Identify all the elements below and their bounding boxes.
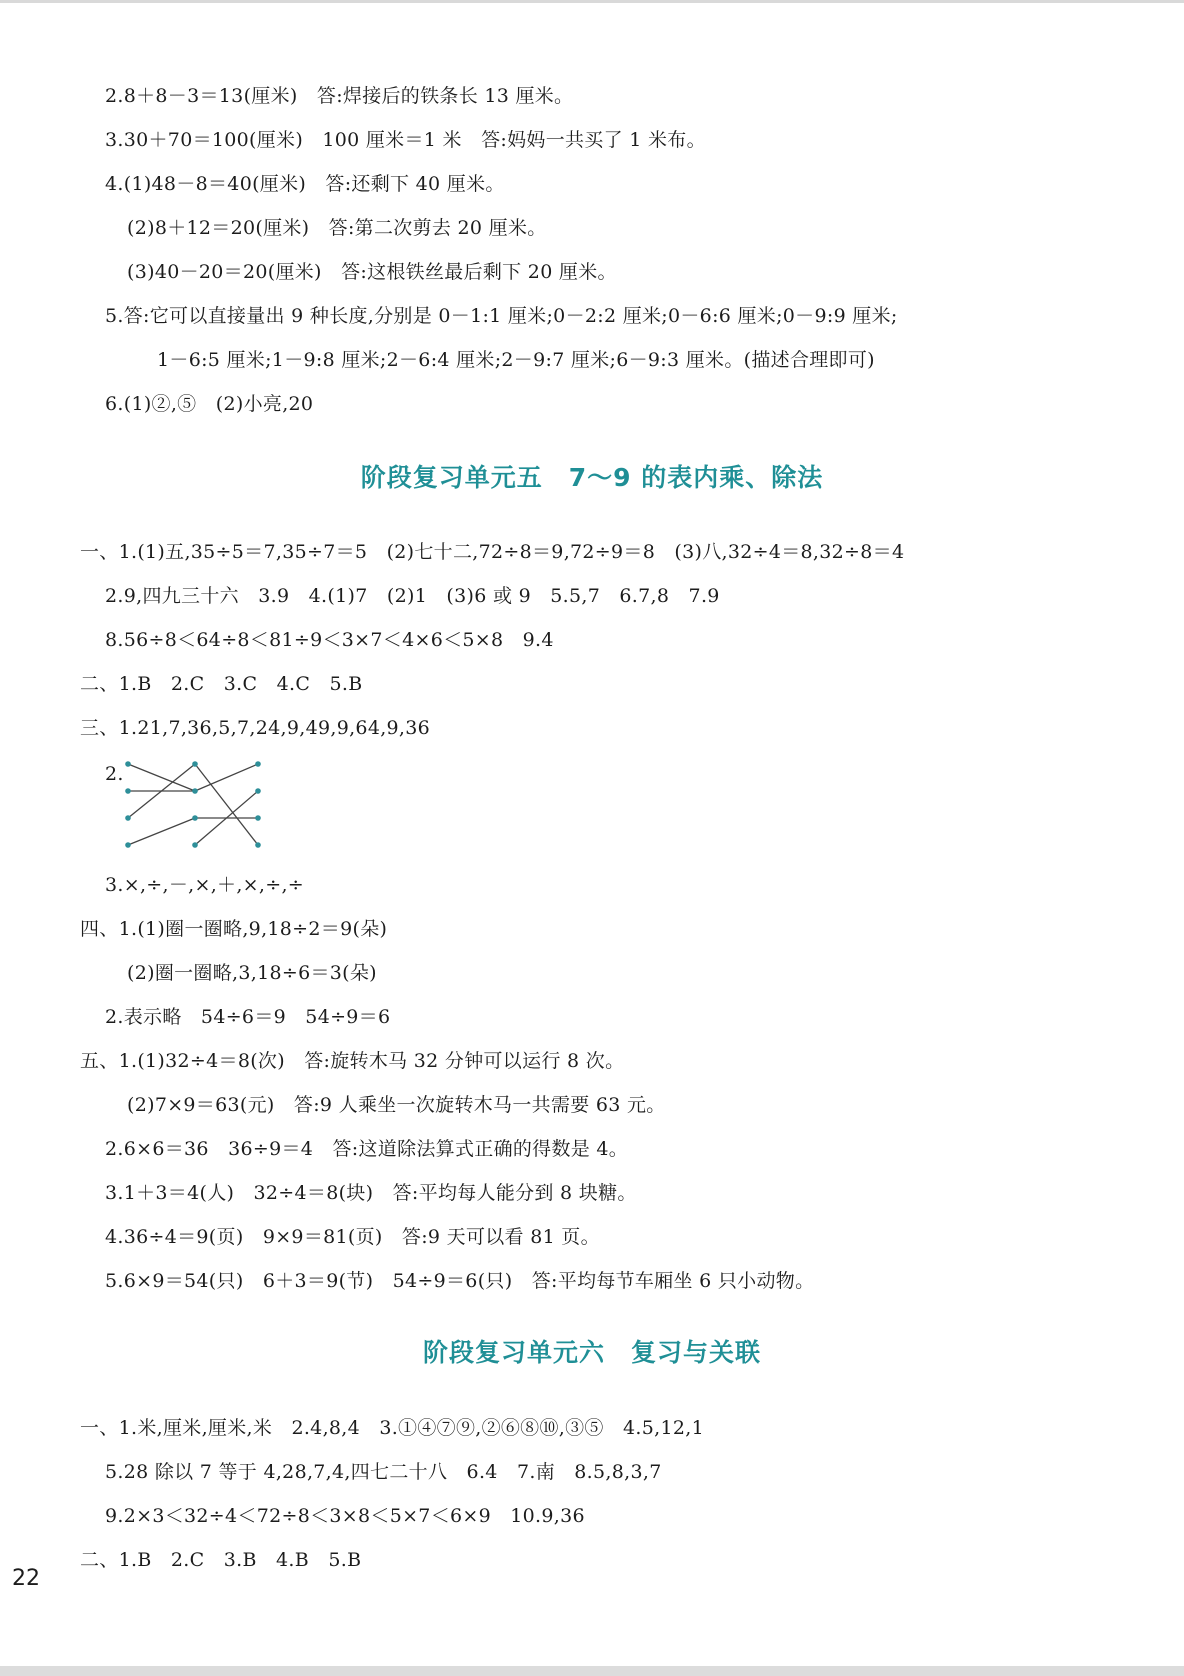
match-dot xyxy=(255,842,261,848)
match-dot xyxy=(192,788,198,794)
answer-line: 3.1＋3＝4(人) 32÷4＝8(块) 答:平均每人能分到 8 块糖。 xyxy=(105,1182,637,1204)
answer-line: 4.36÷4＝9(页) 9×9＝81(页) 答:9 天可以看 81 页。 xyxy=(105,1226,600,1248)
answer-line: 4.(1)48－8＝40(厘米) 答:还剩下 40 厘米。 xyxy=(105,173,505,195)
match-dot xyxy=(255,761,261,767)
match-dot xyxy=(192,815,198,821)
answer-line: 8.56÷8＜64÷8＜81÷9＜3×7＜4×6＜5×8 9.4 xyxy=(105,629,554,651)
matching-lines-diagram xyxy=(105,758,265,856)
match-line xyxy=(128,818,195,845)
section-title-6: 阶段复习单元六 复习与关联 xyxy=(422,1338,761,1367)
match-dot xyxy=(255,788,261,794)
answer-line: (2)7×9＝63(元) 答:9 人乘坐一次旋转木马一共需要 63 元。 xyxy=(127,1094,666,1116)
match-dot xyxy=(125,761,131,767)
match-dot xyxy=(125,842,131,848)
answer-line: (3)40－20＝20(厘米) 答:这根铁丝最后剩下 20 厘米。 xyxy=(127,261,617,283)
answer-line: 2.8＋8－3＝13(厘米) 答:焊接后的铁条长 13 厘米。 xyxy=(105,85,574,107)
match-line xyxy=(195,764,258,791)
answer-line: 5.6×9＝54(只) 6＋3＝9(节) 54÷9＝6(只) 答:平均每节车厢坐 6 只小动物。 xyxy=(105,1270,815,1292)
page-bottom-edge xyxy=(0,1666,1184,1676)
answer-line: 2.9,四九三十六 3.9 4.(1)7 (2)1 (3)6 或 9 5.5,7 6.7,8 7.9 xyxy=(105,585,720,607)
match-line xyxy=(128,764,195,791)
match-dot xyxy=(255,815,261,821)
match-dot xyxy=(125,788,131,794)
answer-line: 9.2×3＜32÷4＜72÷8＜3×8＜5×7＜6×9 10.9,36 xyxy=(105,1505,585,1527)
match-dot xyxy=(192,761,198,767)
answer-line: 四、1.(1)圈一圈略,9,18÷2＝9(朵) xyxy=(80,918,388,940)
match-dot xyxy=(192,842,198,848)
answer-line: 6.(1)②,⑤ (2)小亮,20 xyxy=(105,393,314,415)
answer-line: 5.28 除以 7 等于 4,28,7,4,四七二十八 6.4 7.南 8.5,8,3,7 xyxy=(105,1461,662,1483)
answer-line: 2.6×6＝36 36÷9＝4 答:这道除法算式正确的得数是 4。 xyxy=(105,1138,629,1160)
answer-line: 3.30＋70＝100(厘米) 100 厘米＝1 米 答:妈妈一共买了 1 米布。 xyxy=(105,129,706,151)
answer-line: 二、1.B 2.C 3.B 4.B 5.B xyxy=(80,1549,362,1571)
answer-line: 二、1.B 2.C 3.C 4.C 5.B xyxy=(80,673,363,695)
page-top-edge xyxy=(0,0,1184,3)
diagram-label: 2. xyxy=(105,763,124,785)
answer-line: 2.表示略 54÷6＝9 54÷9＝6 xyxy=(105,1006,391,1028)
answer-line: 三、1.21,7,36,5,7,24,9,49,9,64,9,36 xyxy=(80,717,431,739)
answer-line: (2)圈一圈略,3,18÷6＝3(朵) xyxy=(127,962,377,984)
answer-line: 一、1.(1)五,35÷5＝7,35÷7＝5 (2)七十二,72÷8＝9,72÷9＝8 (3)八,32÷4＝8,32÷8＝4 xyxy=(80,541,905,563)
answer-line: 1－6:5 厘米;1－9:8 厘米;2－6:4 厘米;2－9:7 厘米;6－9:3 厘米。(描述合理即可) xyxy=(157,349,875,371)
section-title-5: 阶段复习单元五 7～9 的表内乘、除法 xyxy=(360,463,824,492)
match-dot xyxy=(125,815,131,821)
answer-line: 五、1.(1)32÷4＝8(次) 答:旋转木马 32 分钟可以运行 8 次。 xyxy=(80,1050,625,1072)
answer-line: (2)8＋12＝20(厘米) 答:第二次剪去 20 厘米。 xyxy=(127,217,547,239)
match-line xyxy=(195,764,258,845)
answer-line: 3.×,÷,－,×,＋,×,÷,÷ xyxy=(105,874,305,896)
answer-line: 一、1.米,厘米,厘米,米 2.4,8,4 3.①④⑦⑨,②⑥⑧⑩,③⑤ 4.5,12,1 xyxy=(80,1417,704,1439)
answer-line: 5.答:它可以直接量出 9 种长度,分别是 0－1:1 厘米;0－2:2 厘米;0－6:6 厘米;0－9:9 厘米; xyxy=(105,305,898,327)
page-number: 22 xyxy=(12,1566,40,1591)
